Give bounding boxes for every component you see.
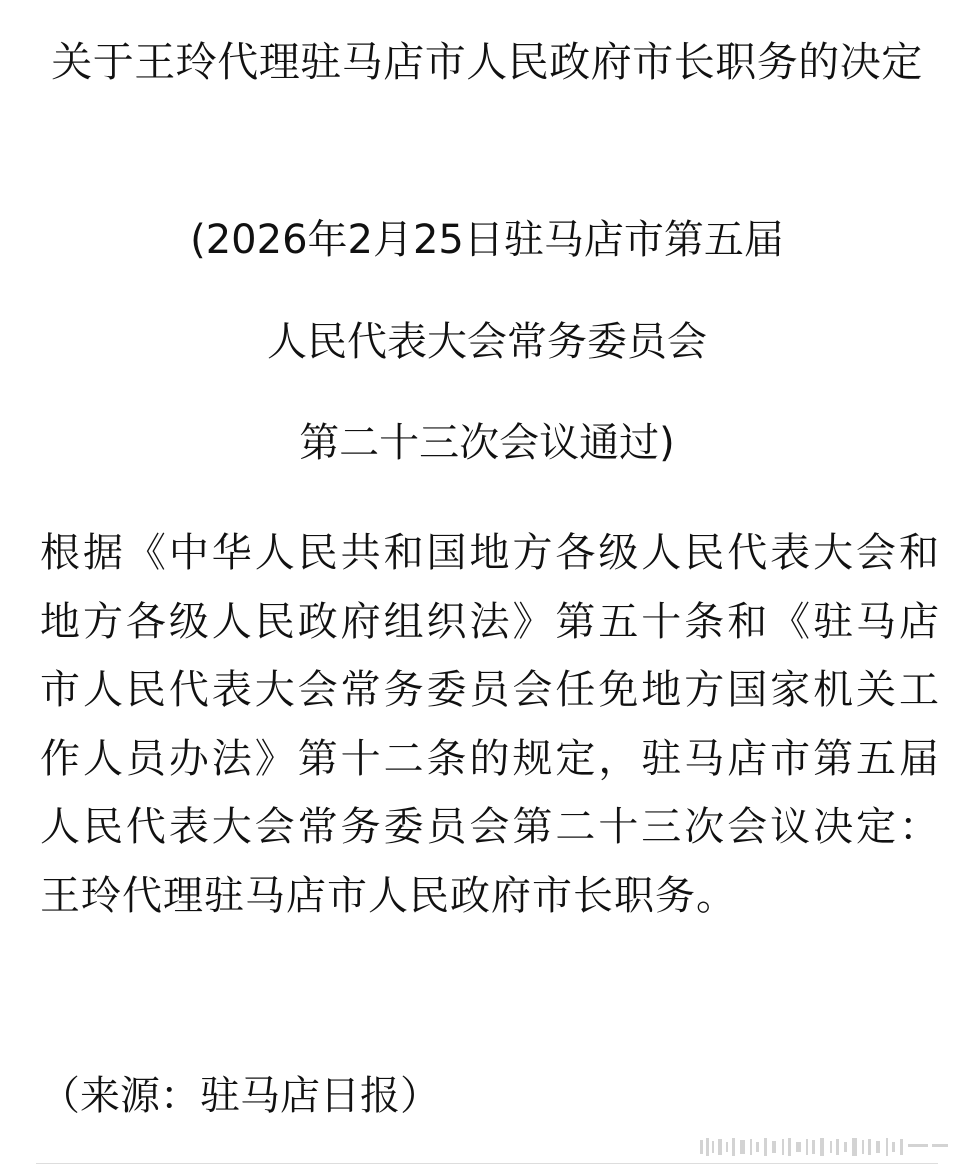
subtitle-date-line: (2026年2月25日驻马店市第五届 — [190, 217, 784, 263]
subtitle-committee-line: 人民代表大会常务委员会 — [267, 319, 707, 365]
watermark-logo-icon — [700, 1136, 950, 1158]
decision-body-paragraph: 根据《中华人民共和国地方各级人民代表大会和地方各级人民政府组织法》第五十条和《驻马店市人民代表大会常务委员会任免地方国家机关工作人员办法》第十二条的规定，驻马店市第五届人民代表大会常务委员会第二十三次会议决定：王玲代理驻马店市人民政府市长职务。 — [40, 530, 940, 919]
subtitle-meeting-line: 第二十三次会议通过) — [299, 420, 675, 466]
bottom-divider — [36, 1163, 938, 1164]
source-note: （来源：驻马店日报） — [40, 1073, 440, 1119]
document-title: 关于王玲代理驻马店市人民政府市长职务的决定 — [51, 38, 923, 86]
